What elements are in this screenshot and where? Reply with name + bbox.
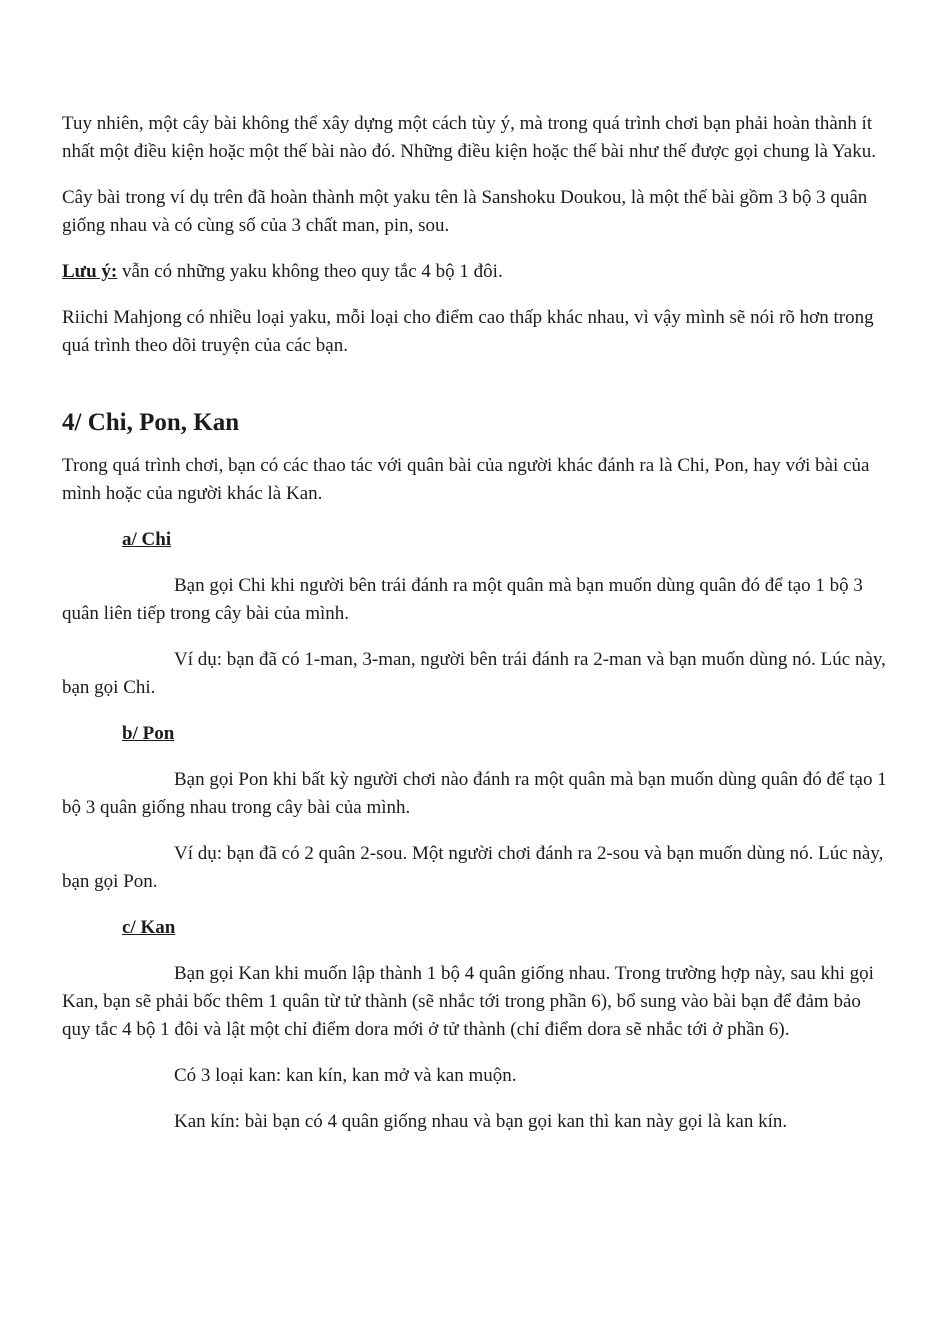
paragraph-riichi-yaku: Riichi Mahjong có nhiều loại yaku, mỗi loại cho điểm cao thấp khác nhau, vì vậy mình sẽ nói rõ hơn trong quá trình theo dõi truyện của các bạn. <box>62 307 874 356</box>
paragraph-chi-rule: Bạn gọi Chi khi người bên trái đánh ra một quân mà bạn muốn dùng quân đó để tạo 1 bộ 3 quân liên tiếp trong cây bài của mình. <box>62 575 863 624</box>
paragraph-chi-example: Ví dụ: bạn đã có 1-man, 3-man, người bên trái đánh ra 2-man và bạn muốn dùng nó. Lúc này, bạn gọi Chi. <box>62 649 886 698</box>
paragraph-sanshoku: Cây bài trong ví dụ trên đã hoàn thành một yaku tên là Sanshoku Doukou, là một thế bài gồm 3 bộ 3 quân giống nhau và có cùng số của 3 chất man, pin, sou. <box>62 187 868 236</box>
paragraph-kan-closed: Kan kín: bài bạn có 4 quân giống nhau và bạn gọi kan thì kan này gọi là kan kín. <box>174 1111 788 1132</box>
paragraph-pon-rule: Bạn gọi Pon khi bất kỳ người chơi nào đánh ra một quân mà bạn muốn dùng quân đó để tạo 1 bộ 3 quân giống nhau trong cây bài của mình. <box>62 769 887 818</box>
sub-heading-kan: c/ Kan <box>122 917 176 938</box>
sub-heading-pon: b/ Pon <box>122 723 175 744</box>
paragraph-note <box>62 258 892 286</box>
note-label: Lưu ý: <box>62 261 118 282</box>
paragraph-section4-intro: Trong quá trình chơi, bạn có các thao tác với quân bài của người khác đánh ra là Chi, Pon, hay với bài của mình hoặc của người khác là Kan. <box>62 455 870 504</box>
sub-heading-chi: a/ Chi <box>122 529 172 550</box>
note-text: vẫn có những yaku không theo quy tắc 4 bộ 1 đôi. <box>117 261 503 282</box>
paragraph-kan-types: Có 3 loại kan: kan kín, kan mở và kan muộn. <box>174 1065 517 1086</box>
paragraph-kan-rule: Bạn gọi Kan khi muốn lập thành 1 bộ 4 quân giống nhau. Trong trường hợp này, sau khi gọi Kan, bạn sẽ phải bốc thêm 1 quân từ tử thành (sẽ nhắc tới trong phần 6), bổ sung vào bài bạn để đảm bảo quy tắc 4 bộ 1 đôi và lật một chỉ điểm dora mới ở tử thành (chỉ điểm dora sẽ nhắc tới ở phần 6). <box>62 963 874 1040</box>
section-heading-chi-pon-kan: 4/ Chi, Pon, Kan <box>62 409 240 436</box>
paragraph-pon-example: Ví dụ: bạn đã có 2 quân 2-sou. Một người chơi đánh ra 2-sou và bạn muốn dùng nó. Lúc này, bạn gọi Pon. <box>62 843 884 892</box>
paragraph-yaku-intro: Tuy nhiên, một cây bài không thể xây dựng một cách tùy ý, mà trong quá trình chơi bạn phải hoàn thành ít nhất một điều kiện hoặc một thế bài nào đó. Những điều kiện hoặc thế bài như thế được gọi chung là Yaku. <box>62 113 876 162</box>
document-body <box>62 110 892 1136</box>
